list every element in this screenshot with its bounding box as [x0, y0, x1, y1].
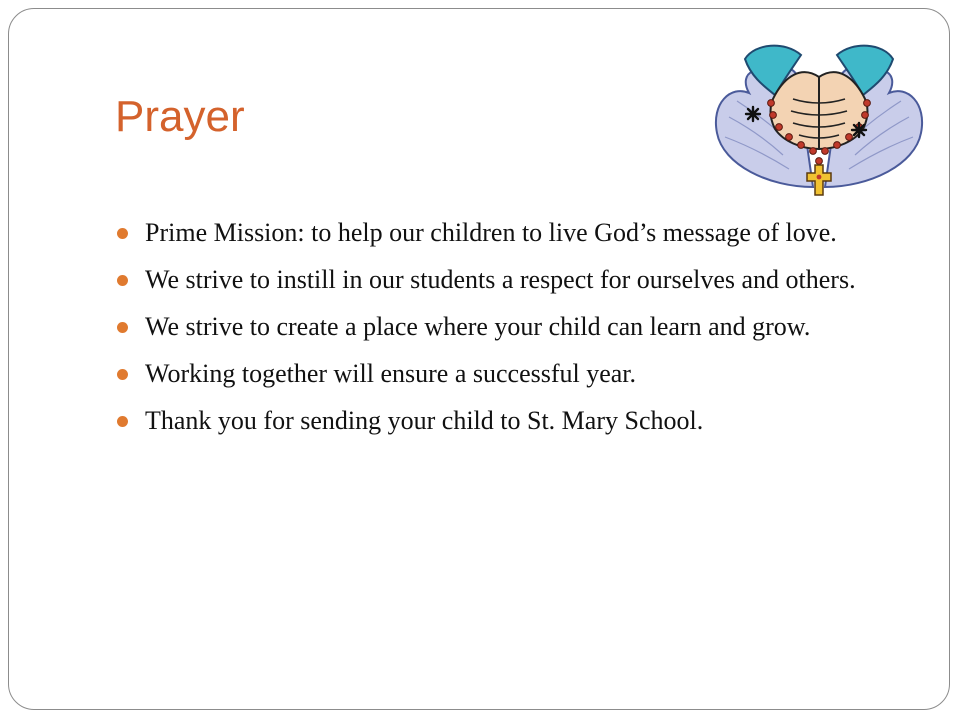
slide-title: Prayer [115, 92, 245, 141]
bullet-text: Thank you for sending your child to St. Mary School. [145, 406, 704, 435]
bullet-text: We strive to instill in our students a respect for ourselves and others. [145, 265, 856, 294]
bullet-item [115, 215, 905, 251]
bullet-text: Prime Mission: to help our children to live God’s message of love. [145, 218, 837, 247]
slide-frame [8, 8, 950, 710]
bullet-item [115, 356, 905, 392]
bullet-text: Working together will ensure a successful year. [145, 359, 637, 388]
bullet-item [115, 262, 905, 298]
bullet-item [115, 309, 905, 345]
bullet-dot [117, 416, 128, 427]
bullet-dot [117, 322, 128, 333]
bullet-list [115, 215, 905, 450]
praying-hands-rosary-icon [709, 37, 929, 197]
bullet-text: We strive to create a place where your child can learn and grow. [145, 312, 811, 341]
bullet-dot [117, 369, 128, 380]
bullet-item [115, 403, 905, 439]
bullet-dot [117, 275, 128, 286]
bullet-dot [117, 228, 128, 239]
